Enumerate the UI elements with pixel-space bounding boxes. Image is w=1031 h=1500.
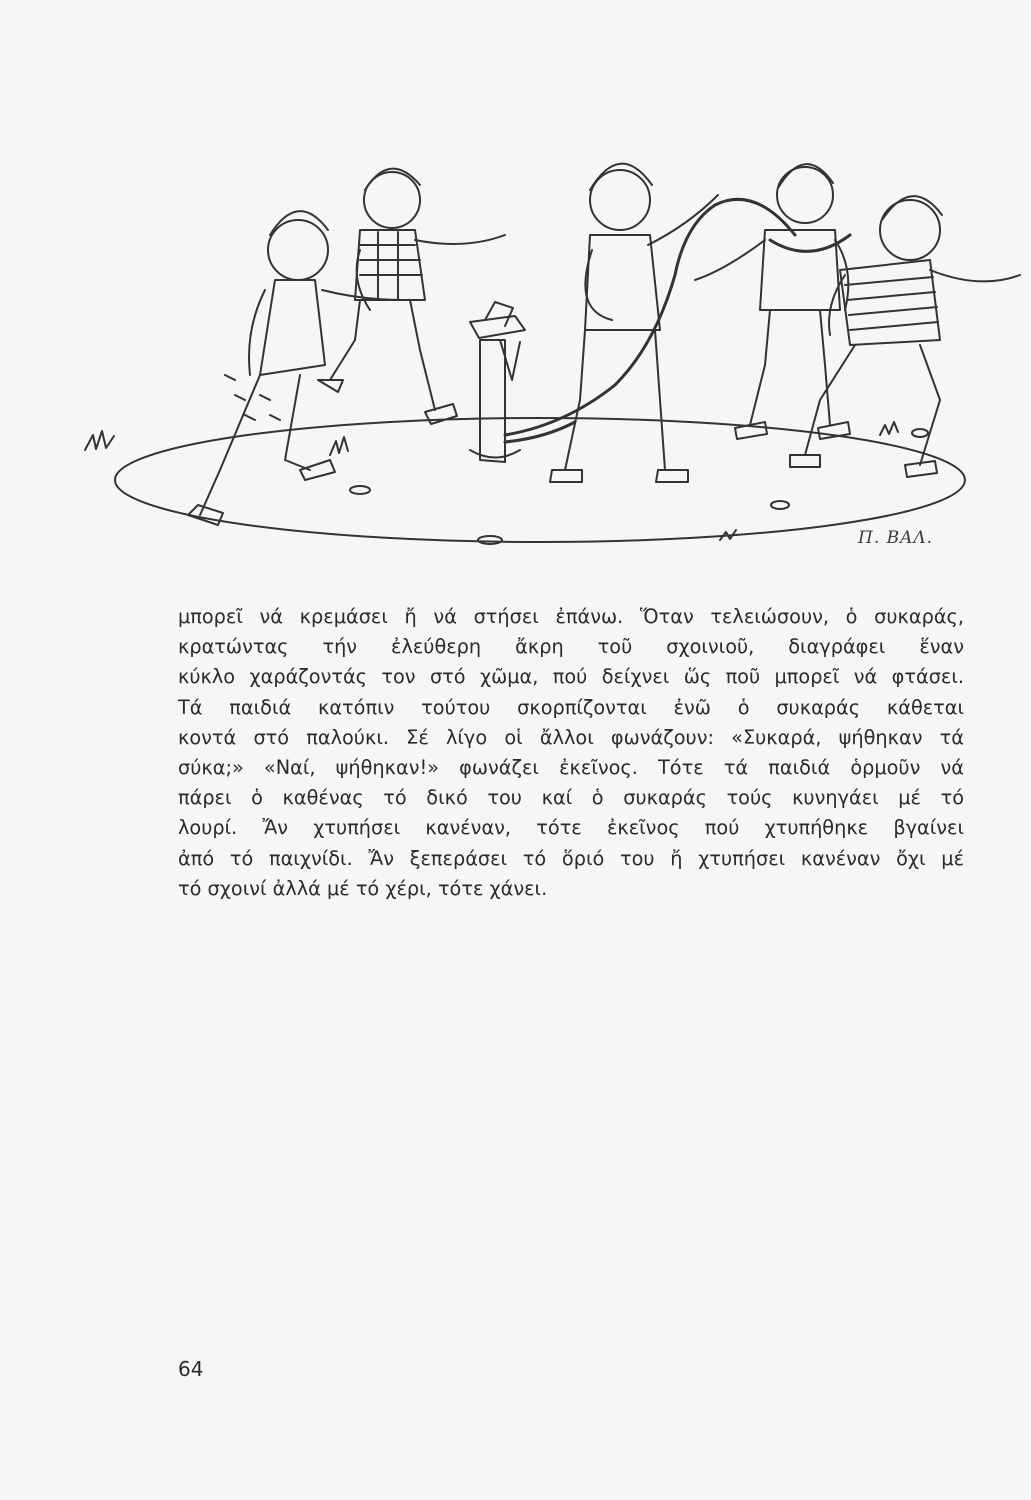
- text-line: κρατώντας τήν ἐλεύθερη ἄκρη τοῦ σχοινιοῦ, διαγράφει ἕναν: [178, 635, 964, 659]
- text-line: μπορεῖ νά κρεμάσει ἤ νά στήσει ἐπάνω. Ὅταν τελειώσουν, ὁ συκαράς,: [178, 605, 964, 628]
- body-text: [178, 602, 964, 904]
- text-line: κύκλο χαράζοντάς τον στό χῶμα, πού δείχνει ὥς ποῦ μπορεῖ νά φτάσει.: [178, 665, 964, 689]
- children-game-drawing: [60, 150, 1030, 560]
- text-line: σύκα;» «Ναί, ψήθηκαν!» φωνάζει ἐκεῖνος. Τότε τά παιδιά ὁρμοῦν νά: [178, 756, 964, 780]
- illustrator-signature: Π. ΒΑΛ.: [858, 528, 934, 548]
- text-line: τό σχοινί ἀλλά μέ τό χέρι, τότε χάνει.: [178, 876, 548, 900]
- illustration-children-game: [60, 150, 1030, 560]
- paragraph: [178, 602, 964, 904]
- text-line: Τά παιδιά κατόπιν τούτου σκορπίζονται ἐνῶ ὁ συκαράς κάθεται: [178, 695, 964, 719]
- page-number: 64: [178, 1357, 204, 1381]
- text-line: πάρει ὁ καθένας τό δικό του καί ὁ συκαράς τούς κυνηγάει μέ τό: [178, 786, 964, 810]
- text-line: λουρί. Ἄν χτυπήσει κανέναν, τότε ἐκεῖνος πού χτυπήθηκε βγαίνει: [178, 816, 964, 840]
- text-line: ἀπό τό παιχνίδι. Ἄν ξεπεράσει τό ὅριό του ἤ χτυπήσει κανέναν ὄχι μέ: [178, 846, 964, 870]
- text-line: κοντά στό παλούκι. Σέ λίγο οἱ ἄλλοι φωνάζουν: «Συκαρά, ψήθηκαν τά: [178, 725, 964, 749]
